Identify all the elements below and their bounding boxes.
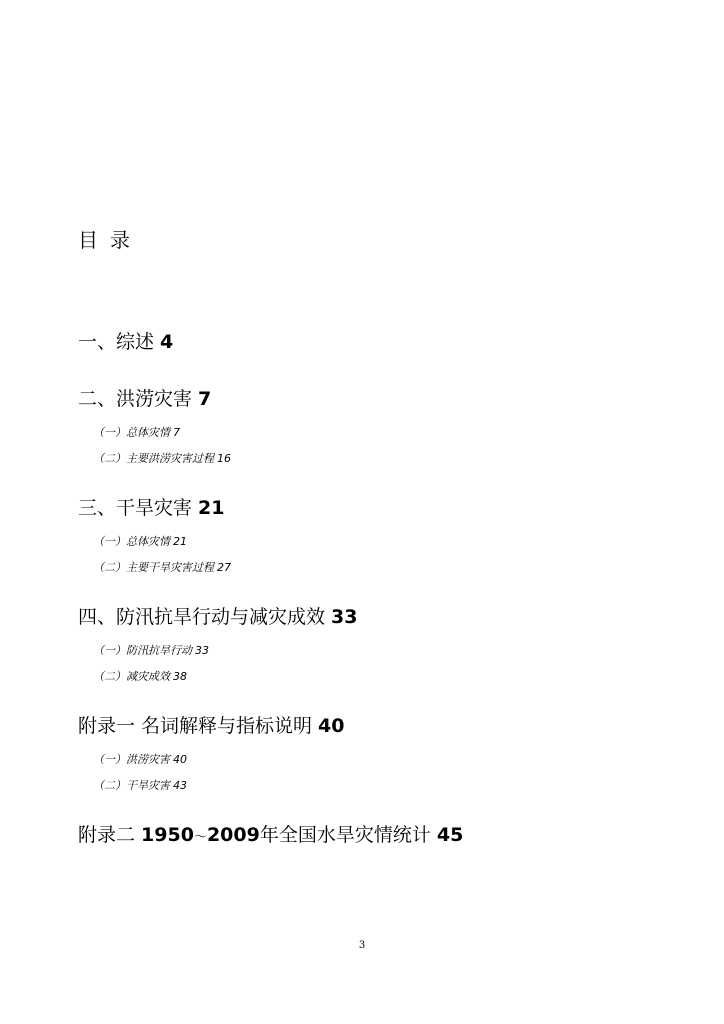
toc-subentry-page: 16 xyxy=(217,452,231,465)
toc-subentry[interactable] xyxy=(93,751,187,767)
toc-subentry-page: 21 xyxy=(173,535,187,548)
toc-subentry[interactable] xyxy=(93,450,231,466)
toc-subentry-text: （二）主要洪涝灾害过程 xyxy=(93,452,214,465)
toc-subentry-page: 43 xyxy=(173,779,187,792)
toc-title: 目录 xyxy=(78,228,142,252)
toc-subentry-text: （一）洪涝灾害 xyxy=(93,753,170,766)
toc-entry-page: 21 xyxy=(198,497,225,519)
toc-entry-year-start: 1950 xyxy=(141,824,194,846)
toc-entry-page: 45 xyxy=(436,824,464,846)
toc-entry-text: 附录二 xyxy=(78,824,142,846)
toc-entry-text: 三、干旱灾害 xyxy=(78,497,193,519)
toc-subentry-text: （一）总体灾情 xyxy=(93,426,170,439)
toc-subentry-text: （一）防汛抗旱行动 xyxy=(93,644,192,657)
toc-entry-tilde: ～ xyxy=(193,830,207,845)
toc-subentry-text: （二）主要干旱灾害过程 xyxy=(93,561,214,574)
toc-subentry-page: 7 xyxy=(173,426,180,439)
toc-entry-year-end: 2009 xyxy=(206,824,260,846)
toc-entry-page: 33 xyxy=(331,606,358,628)
toc-subentry[interactable] xyxy=(93,424,180,440)
toc-subentry[interactable] xyxy=(93,642,209,658)
toc-entry-flood-disaster[interactable] xyxy=(78,384,211,411)
toc-entry-flood-control-actions[interactable] xyxy=(78,602,357,629)
toc-entry-text-suffix: 年全国水旱灾情统计 xyxy=(259,824,431,846)
toc-entry-page: 40 xyxy=(318,715,345,737)
toc-entry-appendix-1[interactable] xyxy=(78,711,345,738)
toc-subentry[interactable] xyxy=(93,777,187,793)
toc-subentry-text: （二）干旱灾害 xyxy=(93,779,170,792)
page-number: 3 xyxy=(358,940,366,951)
toc-entry-drought-disaster[interactable] xyxy=(78,493,224,520)
toc-subentry-page: 27 xyxy=(217,561,231,574)
toc-entry-text: 四、防汛抗旱行动与减灾成效 xyxy=(78,606,326,628)
toc-entry-appendix-2[interactable] xyxy=(78,820,463,847)
toc-entry-text: 二、洪涝灾害 xyxy=(78,388,193,410)
toc-subentry[interactable] xyxy=(93,559,231,575)
toc-subentry-page: 40 xyxy=(173,753,187,766)
toc-entry-page: 4 xyxy=(160,331,174,353)
toc-subentry-page: 33 xyxy=(195,644,209,657)
toc-entry-text: 附录一 名词解释与指标说明 xyxy=(78,715,313,737)
toc-subentry-text: （一）总体灾情 xyxy=(93,535,170,548)
toc-subentry-text: （二）减灾成效 xyxy=(93,670,170,683)
toc-entry-text: 一、综述 xyxy=(78,331,155,353)
toc-subentry[interactable] xyxy=(93,533,187,549)
toc-entry-page: 7 xyxy=(198,388,212,410)
toc-subentry-page: 38 xyxy=(173,670,187,683)
toc-entry-overview[interactable] xyxy=(78,327,173,354)
toc-subentry[interactable] xyxy=(93,668,187,684)
